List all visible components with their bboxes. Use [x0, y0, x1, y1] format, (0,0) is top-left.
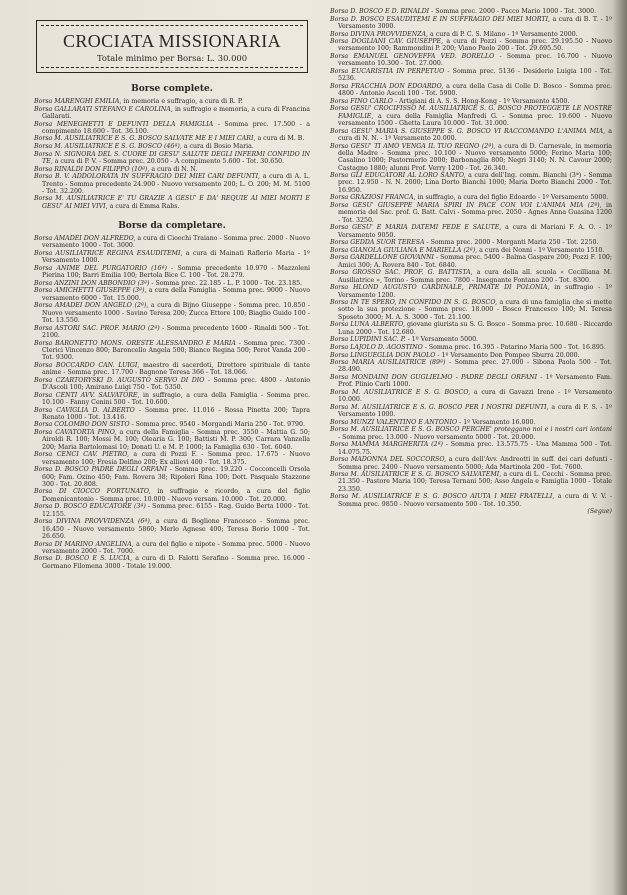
entry-text: - Somma precedente 1600 - Rinaldi 500 - Tot. 2100. — [42, 324, 310, 339]
entry-text: - Somma prec. 6155 - Rag. Guido Berta 1000 - Tot. 12.155. — [42, 503, 310, 518]
list-item — [330, 389, 612, 404]
entry-text: a cura di A. L. Trento - Somma precedente 24.900 - Nuovo versamento 200; L. O. 200; M. M. 5100 - Tot. 32.200. — [42, 173, 310, 195]
entry-text: in suffragio e memoria, a cura di Francina Gallarati. — [42, 105, 310, 120]
list-item — [34, 421, 310, 428]
header-dashed-rule-bottom — [41, 67, 303, 68]
entry-text: in suffragio, a cura del figlio Edoardo - 1º Versamento 5000. — [417, 194, 609, 202]
entry-name: Borsa LINGUEGLIA DON PAOLO — [330, 351, 436, 359]
entry-text: - Somma prec. 7300 - Clerici Vincenzo 800; Baroncello Angela 500; Bianco Regina 500; Perot Vanda 200 - Tot. 9300. — [42, 339, 310, 362]
entry-name: Borsa CAVATORTA PINO, — [34, 429, 117, 437]
entry-name: Borsa D. BOSCO ESAUDITEMI E IN SUFFRAGIO DEI MIEI MORTI, — [330, 15, 551, 23]
entry-text: a cura dell'Avv. Andreotti in suff. dei cari defunti - Somma prec. 2400 - Nuovo versamento 5000; Ada Martinola 200 - Tot. 7600. — [338, 456, 612, 471]
entry-text: a cura di N. N. — [151, 165, 198, 173]
list-item — [330, 224, 612, 239]
complete-list — [34, 98, 310, 210]
entry-text: - Somma precedente 10.970 - Mazzoleni Pierina 100; Barri Emilia 100; Bertola Bice C. 100 - Tot. 28.279. — [42, 264, 310, 280]
entry-text: a cura della Casa di Colle D. Bosco - Somma prec. 4800 - Antonio Ascoli 100 - Tot. 5900. — [338, 82, 612, 98]
entry-text: - Somma prec. 13.575.75 - Una Mamma 500 - Tot. 14.075.75. — [338, 441, 612, 456]
entry-name: Borsa ANIME DEL PURGATORIO (16ª) — [34, 264, 167, 272]
entry-name: Borsa M. AUSILIATRICE E' TU GRAZIE A GESU' E DA' REQUIE AI MIEI MORTI E GESU' AI MIEI VIVI, — [34, 195, 310, 210]
entry-text: a cura di Pozzi F. - Somma prec. 17.675 - Nuovo versamento 100; Fresia Delfino 200; Ex allievi 400 - Tot. 18.375. — [42, 451, 310, 466]
entry-text: - Somma prec. 2000 - Morganti Maria 250 - Tot. 2250. — [426, 239, 599, 247]
list-item — [34, 503, 310, 518]
list-item — [330, 254, 612, 269]
list-item — [330, 284, 612, 299]
list-item — [330, 83, 612, 98]
list-item — [330, 508, 612, 515]
entry-text: a cura di P. C. S. Milano - 1º Versamento 2000. — [430, 30, 578, 38]
page-title: CROCIATA MISSIONARIA — [62, 31, 282, 51]
entry-name: Borsa B. V. ADDOLORATA IN SUFFRAGIO DEI MIEI CARI DEFUNTI, — [34, 173, 261, 181]
entry-name: Borsa COLOMBO DON SISTO — [34, 421, 130, 429]
entry-text: a cura dei Nonni - 1º Versamento 1510. — [479, 246, 605, 254]
entry-text: - Somma prec. 9540 - Morgandi Maria 250 - Tot. 9790. — [131, 421, 305, 429]
entry-name: Borsa DIVINA PROVVIDENZA (6ª), — [34, 518, 152, 526]
list-item — [34, 340, 310, 362]
left-column — [34, 8, 310, 570]
entry-name: Borsa D. BOSCO PADRE DEGLI ORFANI — [34, 466, 167, 474]
list-item — [330, 374, 612, 389]
entry-name: Borsa CZARTORYSKI D. AUGUSTO SERVO DI DIO — [34, 376, 205, 384]
entry-text: - Somma prec. 16.700 - Nuovo versamento 10.300 - Tot. 27.000. — [338, 53, 612, 68]
entry-text: a cura di Mainati Raflerio Maria - 1º Versamento 1000. — [42, 249, 310, 265]
entry-name: Borsa MAMMA MARGHERITA (2ª) — [330, 441, 443, 449]
list-item — [34, 488, 310, 503]
entry-name: Borsa GESU' CROCIFISSO M. AUSILIATRICE S. G. BOSCO PROTEGGETE LE NOSTRE FAMIGLIE, — [330, 105, 612, 120]
entry-name: Borsa DIVINA PROVVIDENZA, — [330, 30, 429, 38]
entry-text: a cura di M. B. — [257, 135, 305, 143]
header-dashed-rule-top — [41, 25, 303, 26]
entry-name: Borsa FRACCHIA DON EDOARDO, — [330, 82, 444, 90]
entry-name: Borsa EMANUEL GENOVEFFA VED. BORELLO — [330, 53, 495, 61]
list-item — [330, 426, 612, 441]
entry-text: a cura di B. T. - 1º Versamento 3000. — [338, 15, 612, 30]
entry-name: Borsa D. BOSCO E S. LUCIA, — [34, 555, 133, 563]
entry-name: Borsa N. SIGNORA DEL S. CUORE DI GESU' SALUTE DEGLI INFERMI CONFIDO IN TE, — [34, 150, 310, 165]
list-item — [34, 362, 310, 377]
entry-text: a cura dell'Ing. comm. Bianchi (3ª) - Somma prec. 12.950 - N. N. 2000; Lina Dorto Bianchi 1000; Maria Dorto Bianchi 2000 - Tot. 16.950. — [338, 172, 612, 194]
list-item — [34, 98, 310, 105]
entry-text: maestro di sacerdoti, Direttore spirituale di tante anime - Somma prec. 17.700 - Bagnone Teresa 366 - Tot. 18.066. — [42, 361, 310, 377]
list-item — [34, 377, 310, 392]
entry-name: Borsa AUSILIATRICE REGINA ESAUDITEMI, — [34, 249, 183, 257]
list-item — [34, 555, 310, 570]
entry-text: in suffragio, a cura della Famiglia - Somma prec. 10.100 - Fanny Cenini 500 - Tot. 10.600. — [42, 391, 310, 406]
entry-text: a cura di Pozzi - Somma prec. 29.195.50 - Nuovo versamento 100; Rammondini P. 200; Viano Paolo 200 - Tot. 29.695.50. — [338, 38, 612, 53]
header-box — [36, 20, 308, 73]
entry-text: - 1º Versamento Don Pompeo Sburra 20.000. — [437, 351, 580, 359]
entry-name: Borsa GEDDA SUOR TERESA — [330, 239, 425, 247]
list-item — [34, 143, 310, 150]
entry-text: a cura di D. Falotti Serafino - Somma prec. 16.000 - Germano Filomena 3000 - Totale 19.000. — [42, 555, 310, 570]
list-item — [34, 302, 310, 324]
entry-text: - Artigiani di A. S. S. Hong-Kong - 1º Versamento 4500. — [394, 97, 570, 105]
list-item — [34, 235, 310, 250]
entry-name: Borsa MENEGHETTI E DEFUNTI DELLA FAMIGLIA — [34, 120, 214, 128]
list-item — [330, 31, 612, 38]
entry-name: Borsa MARIA AUSILIATRICE (89ª) — [330, 359, 446, 367]
list-item — [34, 250, 310, 265]
list-item — [330, 493, 612, 508]
entry-text: in memoria del Sac. prof. G. Batt. Calvi - Somma prec. 2050 - Agnes Anna Guasina 1200 - Tot. 3250. — [338, 201, 612, 224]
entry-name: Borsa M. AUSILIATRICE E S. G. BOSCO PER I NOSTRI DEFUNTI, — [330, 403, 549, 411]
list-item — [34, 151, 310, 166]
entry-text: a cura della Famiglia - Somma prec. 9000 - Nuovo versamento 6000 - Tot. 15.000. — [42, 287, 310, 302]
list-item — [34, 541, 310, 556]
list-item — [330, 419, 612, 426]
entry-text: - Somma prec. 16.395 - Patarino Maria 500 - Tot. 16.895. — [424, 343, 606, 351]
entry-name: Borsa HLOND AUGUSTO CARDINALE, PRIMATE DI POLONIA, — [330, 284, 550, 292]
entry-name: Borsa M. AUSILIATRICE E S. G. BOSCO SALVATEMI, — [330, 471, 502, 479]
entry-text: in memoria e suffragio, a cura di R. P. — [123, 98, 243, 105]
entry-text: a cura di F. S. - 1º Versamento 1000. — [338, 403, 612, 419]
list-item — [330, 352, 612, 359]
list-item — [34, 265, 310, 280]
entry-name: Borsa RINALDI DON FILIPPO (10ª), — [34, 165, 150, 173]
entry-name: Borsa CENTI AVV. SALVATORE, — [34, 391, 140, 399]
entry-name: Borsa DOGLIANI CAV. GIUSEPPE, — [330, 38, 444, 46]
page-subtitle: Totale minimo per Borsa: L. 30.000 — [96, 53, 248, 63]
entry-name: Borsa GRAZIOSI FRANCA, — [330, 194, 416, 202]
list-item — [34, 195, 310, 210]
list-item — [330, 202, 612, 224]
entry-name: Borsa BOCCARDO CAN. LUIGI, — [34, 361, 140, 369]
list-item — [34, 166, 310, 173]
entry-text: a cura della Famiglia - Somma prec. 3550 - Mattia G. 50; Airoldi R. 100; Mossi M. 100; Olearia G. 100; Battisti M. P. 300; Carrara Vanzella 200; Maria Bartolomasi 10; Donati U. e M. P. 1000; la Famiglia 630 - Tot. 6040. — [42, 429, 310, 451]
list-item — [330, 128, 612, 143]
list-item — [330, 247, 612, 254]
entry-text: - Somma prec. 2000 - Pacco Mario 1000 - Tot. 3000. — [431, 8, 597, 15]
list-item — [34, 518, 310, 540]
entry-text: a cura di D. Carnevale, in memoria della Madre - Somma prec. 10.100 - Nuovo versamento 5000; Ferino Maria 100; Casalino 1000; Pastormerlo 2000; Barbonaglia 800; Negri 3140; N. N. Cavour 2000; Castagno 1880; alunni Prof. Verry 1200 - Tot. 26.340. — [338, 142, 612, 172]
entry-name: Borsa GESU' GIUSEPPE MARIA SPIRI IN PACE CON VOI L'ANIMA MIA (2ª), — [330, 201, 602, 209]
entry-name: Borsa GLI EDUCATORI AL LORO SANTO, — [330, 172, 466, 180]
entry-name: Borsa ANZINI DON ABBONDIO (3ª) — [34, 279, 150, 287]
entry-text: - Somma prec. 13.000 - Nuovo versamento 5000 - Tot. 20.000. — [338, 433, 536, 441]
entry-text: a cura di L. Cecchi - Somma prec. 21.350 - Pastore Maria 100; Teresa Ternani 500; Asso Angela e Famiglia 1000 - Totale 23.350. — [338, 471, 612, 493]
list-item — [34, 135, 310, 142]
entry-name: Borsa EUCARISTIA IN PERPETUO — [330, 67, 445, 75]
entry-name: Borsa M. AUSILIATRICE E S. G. BOSCO, — [330, 388, 471, 396]
list-item — [330, 98, 612, 105]
entry-name: Borsa GALLARATI STEFANO E CAROLINA, — [34, 105, 173, 113]
list-item — [330, 404, 612, 419]
entry-name: Borsa D. BOSCO E D. RINALDI — [330, 8, 430, 15]
list-item — [34, 106, 310, 121]
entry-name: Borsa AMADEI DON ALFREDO, — [34, 235, 136, 243]
entry-text: - 1º Versamento 16.000. — [459, 418, 536, 426]
list-item — [34, 451, 310, 466]
entry-name: Borsa MADONNA DEL SOCCORSO, — [330, 456, 447, 464]
list-item — [330, 269, 612, 284]
entry-text: - Somma prec. 22.185 - L. P. 1000 - Tot. 23.185. — [151, 279, 303, 287]
list-item — [34, 407, 310, 422]
entry-text: in suffragio - 1º Versamento 1200. — [338, 284, 612, 299]
list-item — [330, 38, 612, 53]
list-item — [34, 280, 310, 287]
entry-text: - Somma prec. 4800 - Antonio D'Ascoli 100; Amirano Luigi 750 - Tot. 5350. — [42, 376, 310, 391]
entry-text: giovane giurista su S. G. Bosco - Somma prec. 10.680 - Riccardo Luna 2000 - Tot. 12.680. — [338, 321, 612, 336]
entry-name: Borsa GESU' MARIA S. GIUSEPPE S. G. BOSCO VI RACCOMANDO L'ANIMA MIA, — [330, 127, 606, 135]
list-item — [330, 105, 612, 127]
list-item — [330, 143, 612, 172]
entry-name: Borsa GIANOLA GIULIANA E MARIELLA (2ª), — [330, 246, 478, 254]
list-item — [330, 456, 612, 471]
entry-text: a cura di V. V. - Somma prec. 9850 - Nuovo versamento 500 - Tot. 10.350. — [338, 493, 612, 508]
list-item — [330, 441, 612, 456]
entry-name: Borsa DI CIOCCO FORTUNATO, — [34, 488, 151, 496]
entry-text: - 1º Versamento Fam. Prof. Plinio Carli 1000. — [338, 374, 612, 389]
entry-text: - Somma prec. 27.000 - Sibona Paola 500 - Tot. 28.490. — [338, 359, 612, 374]
entry-text: a cura di Cioochi Traiano - Somma prec. 2000 - Nuovo versamento 1000 - Tot. 3000. — [42, 235, 310, 250]
entry-name: Borsa CENCI CAV. PIETRO, — [34, 451, 129, 459]
entry-text: a cura di N. N. - 1º Versamento 20.000. — [338, 127, 612, 142]
list-item — [330, 344, 612, 351]
entry-text: a cura della all. scuola « Cecilliana M. Ausiliatrice », Torino - Somma prec. 7800 - Insegnante Fontana 200 - Tot. 8300. — [338, 269, 612, 284]
list-item — [330, 194, 612, 201]
list-item — [34, 173, 310, 195]
entry-text: a cura di P. V. - Somma prec. 20.050 - A compimento 5.600 - Tot. 30.650. — [54, 157, 285, 165]
to-complete-list — [34, 235, 310, 570]
list-item — [330, 359, 612, 374]
list-item — [34, 287, 310, 302]
entry-name: Borsa DI MARINO ANGELINA, — [34, 540, 134, 548]
entry-text: a cura di una famiglia che si mette sotto la sua protezione - Somma prec. 18.000 - Bosco Francesco 100; M. Teresa Sposeto 3000; M. A. S. 3000 - Tot. 21.100. — [338, 299, 612, 321]
entry-name: Borsa AMADEI DON ANGELO (2ª), — [34, 302, 149, 310]
entry-text: - Somma prec. 5136 - Desiderio Luigia 100 - Tot. 5236. — [338, 67, 613, 83]
list-item — [34, 121, 310, 136]
entry-name: Borsa LUPIDINI SAC. P. — [330, 336, 406, 344]
entry-text: - Somma prec. 19.220 - Cocconcelli Orsola 600; Fam. Ozino 450; Fam. Rovera 38; Ripoleri Rina 100; Dott. Pasquale Stazzone 300 - Tot. 20.808. — [42, 466, 310, 488]
entry-name: Borsa ASTORI SAC. PROF. MARIO (2ª) — [34, 324, 160, 332]
entry-name: Borsa D. BOSCO EDUCATORE (3ª) — [34, 503, 146, 511]
entry-text: a cura della Famiglia Manfredi G. - Somma prec. 19.600 - Nuovo versamento 1500 - Ghetta Laura 10.000 - Tot. 31.000. — [338, 112, 612, 128]
entry-name: Borsa MARENGHI EMILIA, — [34, 98, 122, 105]
entry-text: a cura di Bosio Maria. — [183, 143, 254, 151]
entry-name: Borsa GESU' E MARIA DATEMI FEDE E SALUTE, — [330, 224, 502, 232]
entry-text: a cura del figlio e nipote - Somma prec. 5000 - Nuovo versamento 2000 - Tot. 7000. — [42, 540, 311, 555]
entry-name: Borsa M. AUSILIATRICE E S. G. BOSCO PERCHE' proteggano noi e i nostri cari lontani — [330, 426, 612, 434]
section-title-complete: Borse complete. — [131, 84, 213, 94]
list-item — [34, 392, 310, 407]
entry-text: a cura di Bijno Giuseppe - Somma prec. 10.850 - Nuovo versamento 1000 - Savino Teresa 200; Zucca Ettore 100; Biaglio Guido 100 - Tot. 13.550. — [42, 302, 310, 324]
entry-name: Borsa BARONETTO MONS. ORESTE ALESSANDRO E MARIA — [34, 339, 236, 347]
entry-name: Borsa GROSSO SAC. PROF. G. BATTISTA, — [330, 269, 473, 277]
entry-text: - 1º Versamento 5000. — [407, 336, 479, 344]
entry-text: a cura di Gavazzi Irene - 1º Versamento 10.000. — [338, 388, 612, 404]
list-item — [330, 8, 612, 15]
list-item — [34, 325, 310, 340]
entry-text: (Segue) — [587, 508, 612, 516]
right-column — [330, 8, 612, 516]
entry-text: - Somma prec. 17.500 - a compimento 18.600 - Tot. 36.100. — [42, 120, 310, 135]
entry-name: Borsa LUNA ALBERTO, — [330, 321, 405, 329]
list-item — [330, 299, 612, 321]
list-item — [330, 172, 612, 194]
entry-name: Borsa LAJOLO D. AGOSTINO — [330, 343, 423, 351]
section-title-to-complete: Borse da completare. — [118, 221, 226, 232]
entry-name: Borsa FINO CARLO — [330, 97, 393, 105]
entry-name: Borsa GARDELLONE GIOVANNI — [330, 254, 435, 262]
entry-name: Borsa M. AUSILIATRICE E S. G. BOSCO (46ª), — [34, 143, 182, 151]
entry-text: a cura di Emma Rabs. — [109, 202, 180, 210]
entry-name: Borsa MONDAINI DON GUGLIELMO - PADRE DEGLI ORFANI — [330, 374, 538, 382]
continued-list — [330, 8, 612, 516]
list-item — [330, 68, 612, 83]
entry-name: Borsa AMICHETTI GIUSEPPE (3ª), — [34, 287, 147, 295]
list-item — [330, 321, 612, 336]
entry-text: in suffragio e ricordo, a cura del figlio Domenicantonio - Somma prec. 10.000 - Nuovo versam. 10.000 - Tot. 20.000. — [42, 488, 310, 503]
entry-text: a cura di Boglione Francesco - Somma prec. 16.450 - Nuovo versamento 5860; Merlo Agnese 400; Teresa Borio 1000 - Tot. 26.650. — [42, 518, 310, 540]
list-item — [330, 16, 612, 31]
entry-name: Borsa MUNZI VALENTINO E ANTONIO — [330, 418, 458, 426]
list-item — [34, 429, 310, 451]
entry-name: Borsa M. AUSILIATRICE E S. G. BOSCO AIUTA I MIEI FRATELLI, — [330, 493, 555, 501]
list-item — [34, 466, 310, 488]
entry-name: Borsa IN TE SPERO, IN CONFIDO IN S. G. BOSCO, — [330, 299, 498, 307]
entry-name: Borsa GESU' TI AMO VENGA IL TUO REGNO (2ª), — [330, 142, 496, 150]
list-item — [330, 471, 612, 493]
list-item — [330, 53, 612, 68]
entry-name: Borsa M. AUSILIATRICE E S. G. BOSCO SALVATE ME E I MIEI CARI, — [34, 135, 256, 143]
page-binding-shadow — [613, 0, 627, 895]
entry-name: Borsa CAVIGLIA D. ALBERTO — [34, 406, 135, 414]
list-item — [330, 336, 612, 343]
list-item — [330, 239, 612, 246]
entry-text: - Somma prec. 11.016 - Rossa Pinetta 200; Tapra Renato 1000 - Tot. 13.416. — [42, 406, 310, 421]
entry-text: a cura di Mariani F. A. O. - 1º Versamento 9050. — [338, 224, 613, 239]
entry-text: - Somma prec. 5400 - Balma Gaspare 200; Pozzi F. 100; Amici 300; A. Rovera 840 - Tot. 6840. — [338, 254, 612, 269]
